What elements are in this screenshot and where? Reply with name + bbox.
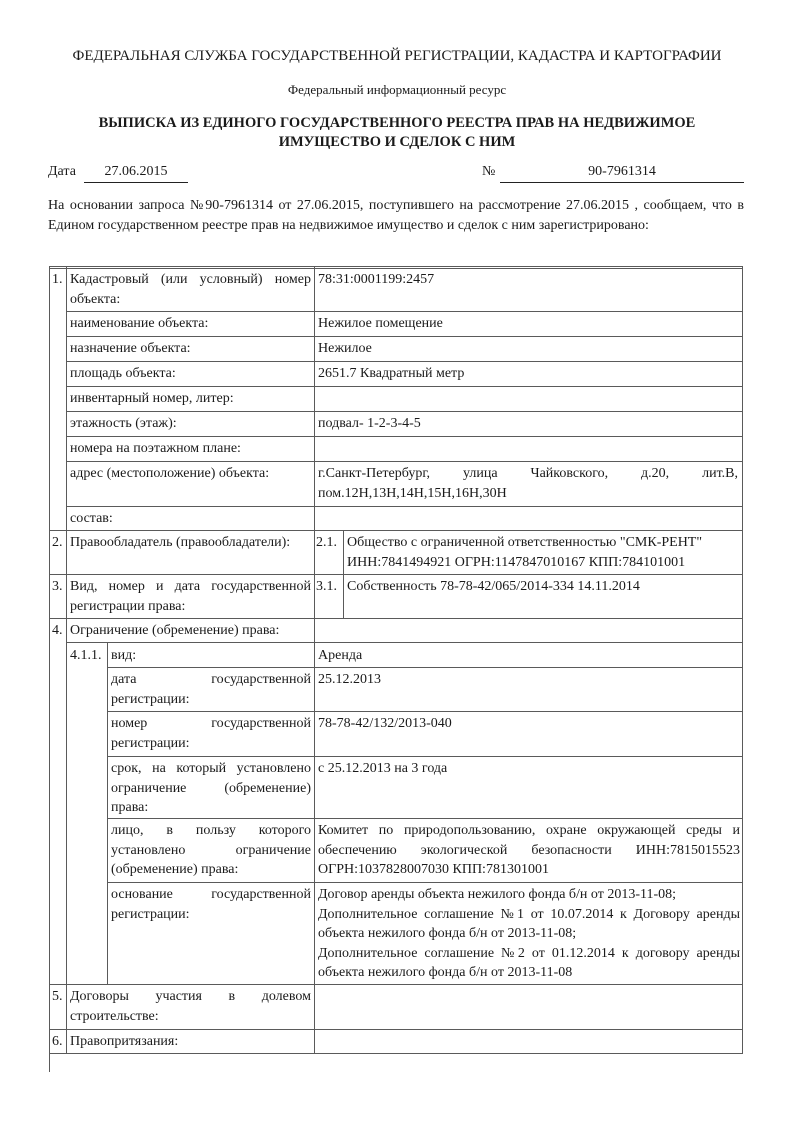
encumbrance-value: Договор аренды объекта нежилого фонда б/н от 2013-11-08; Дополнительное соглашение №1 от 10.07.2014 к Договору аренды объекта нежилого фонда б/н от 2013-11-08; Дополнительное соглашение №2 от 01.12.2014 к договору аренды объекта нежилого фонда б/н от 2013-11-08 — [318, 887, 740, 980]
encumbrance-value: с 25.12.2013 на 3 года — [318, 761, 448, 776]
encumbrance-value: 25.12.2013 — [318, 672, 381, 687]
section-1-label: Кадастровый (или условный) номер объекта: — [70, 272, 311, 307]
encumbrance-label: вид: — [111, 648, 137, 663]
agency-name: ФЕДЕРАЛЬНАЯ СЛУЖБА ГОСУДАРСТВЕННОЙ РЕГИСТРАЦИИ, КАДАСТРА И КАРТОГРАФИИ — [72, 48, 722, 64]
resource-name: Федеральный информационный ресурс — [287, 82, 507, 97]
section-1-value: подвал- 1-2-3-4-5 — [318, 416, 421, 431]
encumbrance-label: номер государственной регистрации: — [111, 716, 311, 751]
encumbrance-value: Аренда — [318, 648, 363, 663]
section-1-value: 78:31:0001199:2457 — [318, 272, 435, 287]
section-1-value: Нежилое — [318, 341, 372, 356]
section-3-subnumber: 3.1. — [316, 579, 337, 594]
section-1-value: 2651.7 Квадратный метр — [318, 366, 465, 381]
section-1-label: номера на поэтажном плане: — [70, 441, 241, 456]
section-1-label: состав: — [70, 511, 113, 526]
date-label: Дата — [48, 164, 76, 179]
section-1-label: назначение объекта: — [70, 341, 191, 356]
encumbrance-value: Комитет по природопользованию, охране окружающей среды и обеспечению экологической безопасности ИНН:7815015523 ОГРН:1037828007030 КПП:781301001 — [318, 823, 740, 877]
section-1-label: этажность (этаж): — [70, 416, 177, 431]
section-4-number: 4. — [52, 623, 63, 638]
section-4-subnumber: 4.1.1. — [70, 648, 102, 663]
number-value: 90-7961314 — [500, 164, 744, 183]
encumbrance-label: дата государственной регистрации: — [111, 672, 311, 707]
section-1-value: Нежилое помещение — [318, 316, 443, 331]
title-line-2: ИМУЩЕСТВО И СДЕЛОК С НИМ — [278, 134, 516, 150]
encumbrance-label: основание государственной регистрации: — [111, 887, 311, 922]
section-2-label: Правообладатель (правообладатели): — [70, 535, 291, 550]
date-value: 27.06.2015 — [84, 164, 188, 183]
intro-paragraph: На основании запроса №90-7961314 от 27.06.2015, поступившего на рассмотрение 27.06.2015 , сообщаем, что в Едином государственном реестре прав на недвижимое имущество и сделок с ним зарегистрировано: — [48, 198, 744, 233]
section-1-label: инвентарный номер, литер: — [70, 391, 234, 406]
section-5-number: 5. — [52, 989, 63, 1004]
section-4-label: Ограничение (обременение) права: — [70, 623, 280, 638]
section-1-label: адрес (местоположение) объекта: — [70, 466, 270, 481]
section-1-label: площадь объекта: — [70, 366, 176, 381]
encumbrance-label: лицо, в пользу которого установлено ограничение (обременение) права: — [111, 823, 311, 877]
section-3-label: Вид, номер и дата государственной регистрации права: — [70, 579, 311, 614]
section-2-number: 2. — [52, 535, 63, 550]
section-5-label: Договоры участия в долевом строительстве: — [70, 989, 311, 1024]
title-line-1: ВЫПИСКА ИЗ ЕДИНОГО ГОСУДАРСТВЕННОГО РЕЕСТРА ПРАВ НА НЕДВИЖИМОЕ — [98, 115, 696, 131]
encumbrance-value: 78-78-42/132/2013-040 — [318, 716, 452, 731]
section-1-label: наименование объекта: — [70, 316, 209, 331]
section-3-value: Собственность 78-78-42/065/2014-334 14.11.2014 — [347, 579, 640, 594]
section-1-number: 1. — [52, 272, 63, 287]
section-6-label: Правопритязания: — [70, 1034, 179, 1049]
section-1-value: г.Санкт-Петербург, улица Чайковского, д.20, лит.В, пом.12Н,13Н,14Н,15Н,16Н,30Н — [318, 466, 738, 501]
section-2-value: Общество с ограниченной ответственностью "СМК-РЕНТ" ИНН:7841494921 ОГРН:1147847010167 КПП:784101001 — [347, 535, 703, 570]
encumbrance-label: срок, на который установлено ограничение (обременение) права: — [111, 761, 311, 815]
section-2-subnumber: 2.1. — [316, 535, 337, 550]
section-3-number: 3. — [52, 579, 63, 594]
number-label: № — [482, 164, 496, 179]
section-6-number: 6. — [52, 1034, 63, 1049]
